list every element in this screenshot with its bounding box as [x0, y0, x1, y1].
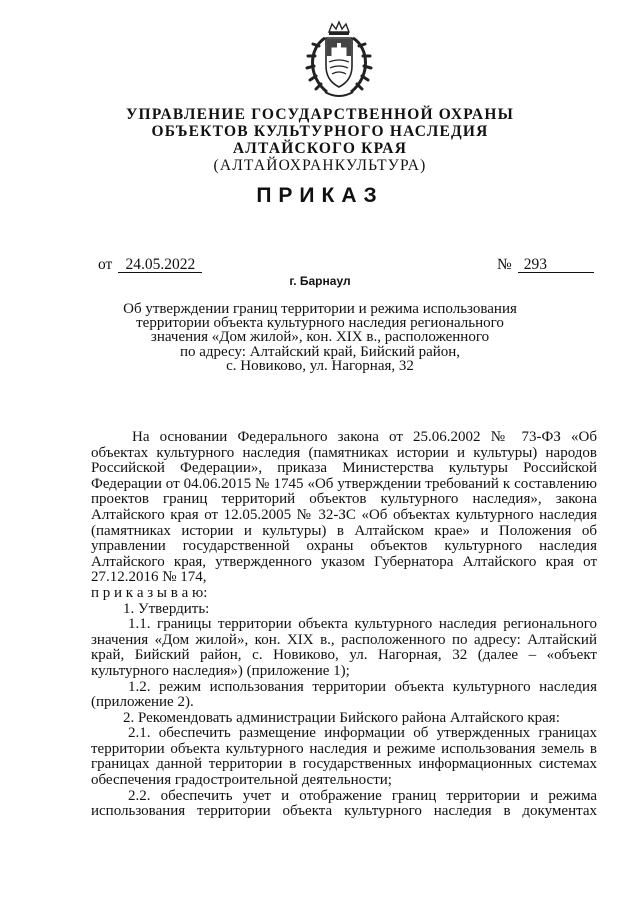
subject-line: по адресу: Алтайский край, Бийский район, — [179, 343, 461, 360]
clause-2-1: 2.1. обеспечить размещение информации об утвержденных границах территории объекта культурного наследия и режиме использования земель в границах данной территории в государственных информационных системах обеспечения градостроительной деятельности; — [91, 725, 597, 789]
order-phrase: п р и к а з ы в а ю: — [91, 584, 208, 601]
subject-line: с. Новиково, ул. Нагорная, 32 — [226, 357, 414, 374]
clause-1: 1. Утвердить: — [123, 600, 210, 617]
clause-1-2: 1.2. режим использования территории объекта культурного наследия (приложение 2). — [91, 678, 597, 711]
document-type-title: ПРИКАЗ — [256, 184, 384, 207]
date-prefix: от — [98, 256, 113, 273]
org-name-line1: УПРАВЛЕНИЕ ГОСУДАРСТВЕННОЙ ОХРАНЫ — [125, 106, 514, 123]
subject-line: значения «Дом жилой», кон. XIX в., расположенного — [150, 329, 490, 346]
city: г. Барнаул — [289, 274, 351, 288]
clause-2-2: 2.2. обеспечить учет и отображение границ территории и режима использования территории объекта культурного наследия в документах — [91, 787, 597, 820]
document-body — [91, 430, 597, 820]
clause-1-1: 1.1. границы территории объекта культурного наследия регионального значения «Дом жилой», кон. XIX в., расположенного по адресу: Алтайский край, Бийский район, с. Новиково, ул. Нагорная, 32 (далее – «объект культурного наследия») (приложение 1); — [91, 616, 597, 679]
altai-krai-coat-of-arms-icon — [303, 18, 375, 100]
date-value: 24.05.2022 — [118, 257, 202, 273]
number-value: 293 — [518, 257, 594, 273]
org-short-name: (АЛТАЙОХРАНКУЛЬТУРА) — [213, 157, 427, 174]
number-prefix: № — [497, 256, 512, 273]
subject-line: территории объекта культурного наследия регионального — [136, 315, 504, 332]
date-field — [98, 256, 202, 274]
organization-header — [0, 106, 640, 174]
subject-line: Об утверждении границ территории и режима использования — [123, 301, 517, 317]
number-field — [497, 256, 594, 274]
document-subject — [0, 302, 640, 373]
org-name-line2: ОБЪЕКТОВ КУЛЬТУРНОГО НАСЛЕДИЯ — [151, 123, 489, 140]
preamble-paragraph: На основании Федерального закона от 25.06.2002 № 73-ФЗ «Об объектах культурного наследия (памятниках истории и культуры) народов Российской Федерации», приказа Министерства культуры Российской Федерации от 04.06.2015 № 1745 «Об утверждении требований к составлению проектов границ территорий объектов культурного наследия», закона Алтайского края от 12.05.2005 № 32-ЗС «Об объектах культурного наследия (памятниках истории и культуры) в Алтайском крае» и Положения об управлении государственной охраны объектов культурного наследия Алтайского края, утвержденного указом Губернатора Алтайского края от 27.12.2016 № 174, — [91, 429, 597, 586]
org-name-line3: АЛТАЙСКОГО КРАЯ — [232, 140, 408, 157]
clause-2: 2. Рекомендовать администрации Бийского района Алтайского края: — [123, 709, 560, 726]
